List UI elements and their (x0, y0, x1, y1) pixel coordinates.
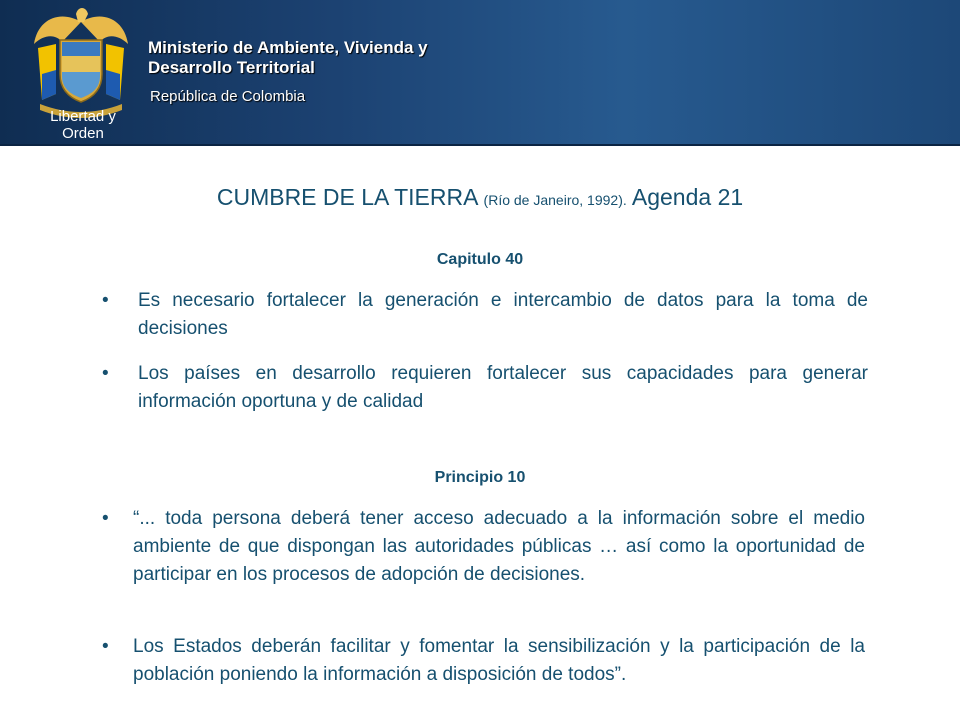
ministry-name-line1: Ministerio de Ambiente, Vivienda y (148, 38, 428, 57)
title-agenda: Agenda 21 (631, 184, 744, 210)
bullet-icon: • (102, 363, 109, 384)
country-name: República de Colombia (150, 88, 306, 105)
page-title (0, 184, 960, 211)
list-item (102, 287, 868, 343)
bullet-icon: • (102, 636, 109, 657)
bullet-icon: • (102, 290, 109, 311)
bullet-text: Los Estados deberán facilitar y fomentar la sensibilización y la participación de la población poniendo la información a disposición de todos”. (133, 636, 865, 685)
bullet-text: “... toda persona deberá tener acceso adecuado a la información sobre el medio ambiente de que dispongan las autoridades públicas … así como la oportunidad de participar en los procesos de adopción de decisiones. (133, 508, 865, 585)
section-heading-principio: Principio 10 (434, 469, 526, 486)
motto-text: Libertad y Orden (50, 108, 116, 142)
bullet-icon: • (102, 508, 109, 529)
bullet-text: Los países en desarrollo requieren fortalecer sus capacidades para generar información oportuna y de calidad (138, 363, 868, 412)
ministry-name (148, 38, 428, 78)
list-item (102, 505, 865, 589)
list-item (102, 360, 868, 416)
title-main: CUMBRE DE LA TIERRA (216, 184, 478, 210)
list-item (102, 633, 865, 689)
ministry-name-line2: Desarrollo Territorial (148, 58, 315, 77)
header-banner (0, 0, 960, 146)
bullet-text: Es necesario fortalecer la generación e intercambio de datos para la toma de decisiones (138, 290, 868, 339)
section-heading-capitulo: Capitulo 40 (436, 251, 524, 268)
title-parenthetical: (Río de Janeiro, 1992). (483, 192, 627, 208)
